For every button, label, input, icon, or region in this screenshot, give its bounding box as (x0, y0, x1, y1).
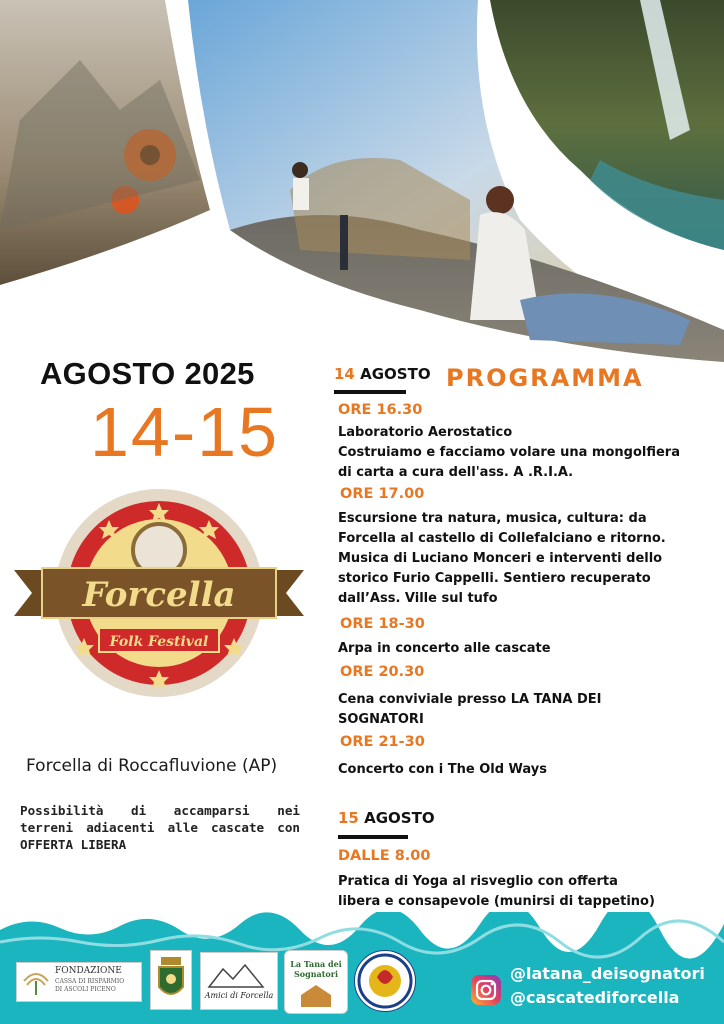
photo-collage (0, 0, 724, 370)
programme-title: PROGRAMMA (446, 364, 644, 392)
logo-subtitle: Folk Festival (109, 634, 209, 650)
balloon-icon (355, 951, 415, 1011)
event-description: Concerto con i The Old Ways (338, 762, 547, 777)
event-description: Cena conviviale presso LA TANA DEI SOGNATORI (338, 692, 602, 727)
event-time: DALLE 8.00 (338, 848, 431, 864)
amici-label: Amici di Forcella (204, 991, 274, 1000)
fondazione-line1: FONDAZIONE (55, 966, 122, 976)
divider (334, 390, 406, 394)
event-time: ORE 21-30 (340, 734, 425, 750)
event-description: Escursione tra natura, musica, cultura: da Forcella al castello di Collefalciano e ritorno. Musica di Luciano Monceri e interventi dello storico Furio Cappelli. Sentiero recuperato dall’Ass. Ville sul tufo (338, 511, 666, 606)
instagram-icon[interactable] (470, 974, 502, 1006)
sunflower-icon (21, 967, 51, 997)
event-time: ORE 20.30 (340, 664, 425, 680)
forcella-folk-festival-logo (14, 488, 304, 698)
event-time: ORE 16.30 (338, 402, 423, 418)
divider (338, 835, 408, 839)
aria-association-logo (354, 950, 416, 1012)
camping-note: Possibilità di accamparsi nei terreni adiacenti alle cascate con OFFERTA LIBERA (20, 803, 300, 852)
day2-heading (338, 809, 435, 827)
event-description: Arpa in concerto alle cascate (338, 641, 551, 656)
day2-number: 15 (338, 809, 359, 827)
event-time: ORE 17.00 (340, 486, 425, 502)
tana-line2: Sognatori (294, 969, 338, 979)
crest-icon (151, 951, 191, 1009)
day2-month: AGOSTO (364, 809, 435, 827)
fondazione-line3: DI ASCOLI PICENO (55, 986, 116, 993)
house-icon (285, 981, 347, 1011)
instagram-handle-1[interactable]: @latana_deisognatori (510, 964, 705, 983)
day1-heading (334, 365, 431, 383)
event-month-year: AGOSTO 2025 (40, 356, 255, 391)
comune-crest-logo (150, 950, 192, 1010)
event-description: Pratica di Yoga al risveglio con offerta libera e consapevole (munirsi di tappetino) (338, 874, 655, 909)
event-days: 14-15 (90, 393, 280, 471)
tana-line1: La Tana dei (290, 959, 342, 969)
tana-dei-sognatori-logo (284, 950, 348, 1014)
amici-di-forcella-logo (200, 952, 278, 1010)
day1-number: 14 (334, 365, 355, 383)
instagram-handle-2[interactable]: @cascatediforcella (510, 988, 680, 1007)
fondazione-logo (16, 962, 142, 1002)
event-location: Forcella di Roccafluvione (AP) (26, 756, 278, 776)
event-time: ORE 18-30 (340, 616, 425, 632)
village-icon (201, 953, 277, 993)
logo-name: Forcella (82, 575, 236, 615)
event-description: Laboratorio Aerostatico Costruiamo e facciamo volare una mongolfiera di carta a cura dell'ass. A .R.I.A. (338, 425, 680, 480)
fondazione-line2: CASSA DI RISPARMIO (55, 978, 125, 985)
day1-month: AGOSTO (360, 365, 431, 383)
